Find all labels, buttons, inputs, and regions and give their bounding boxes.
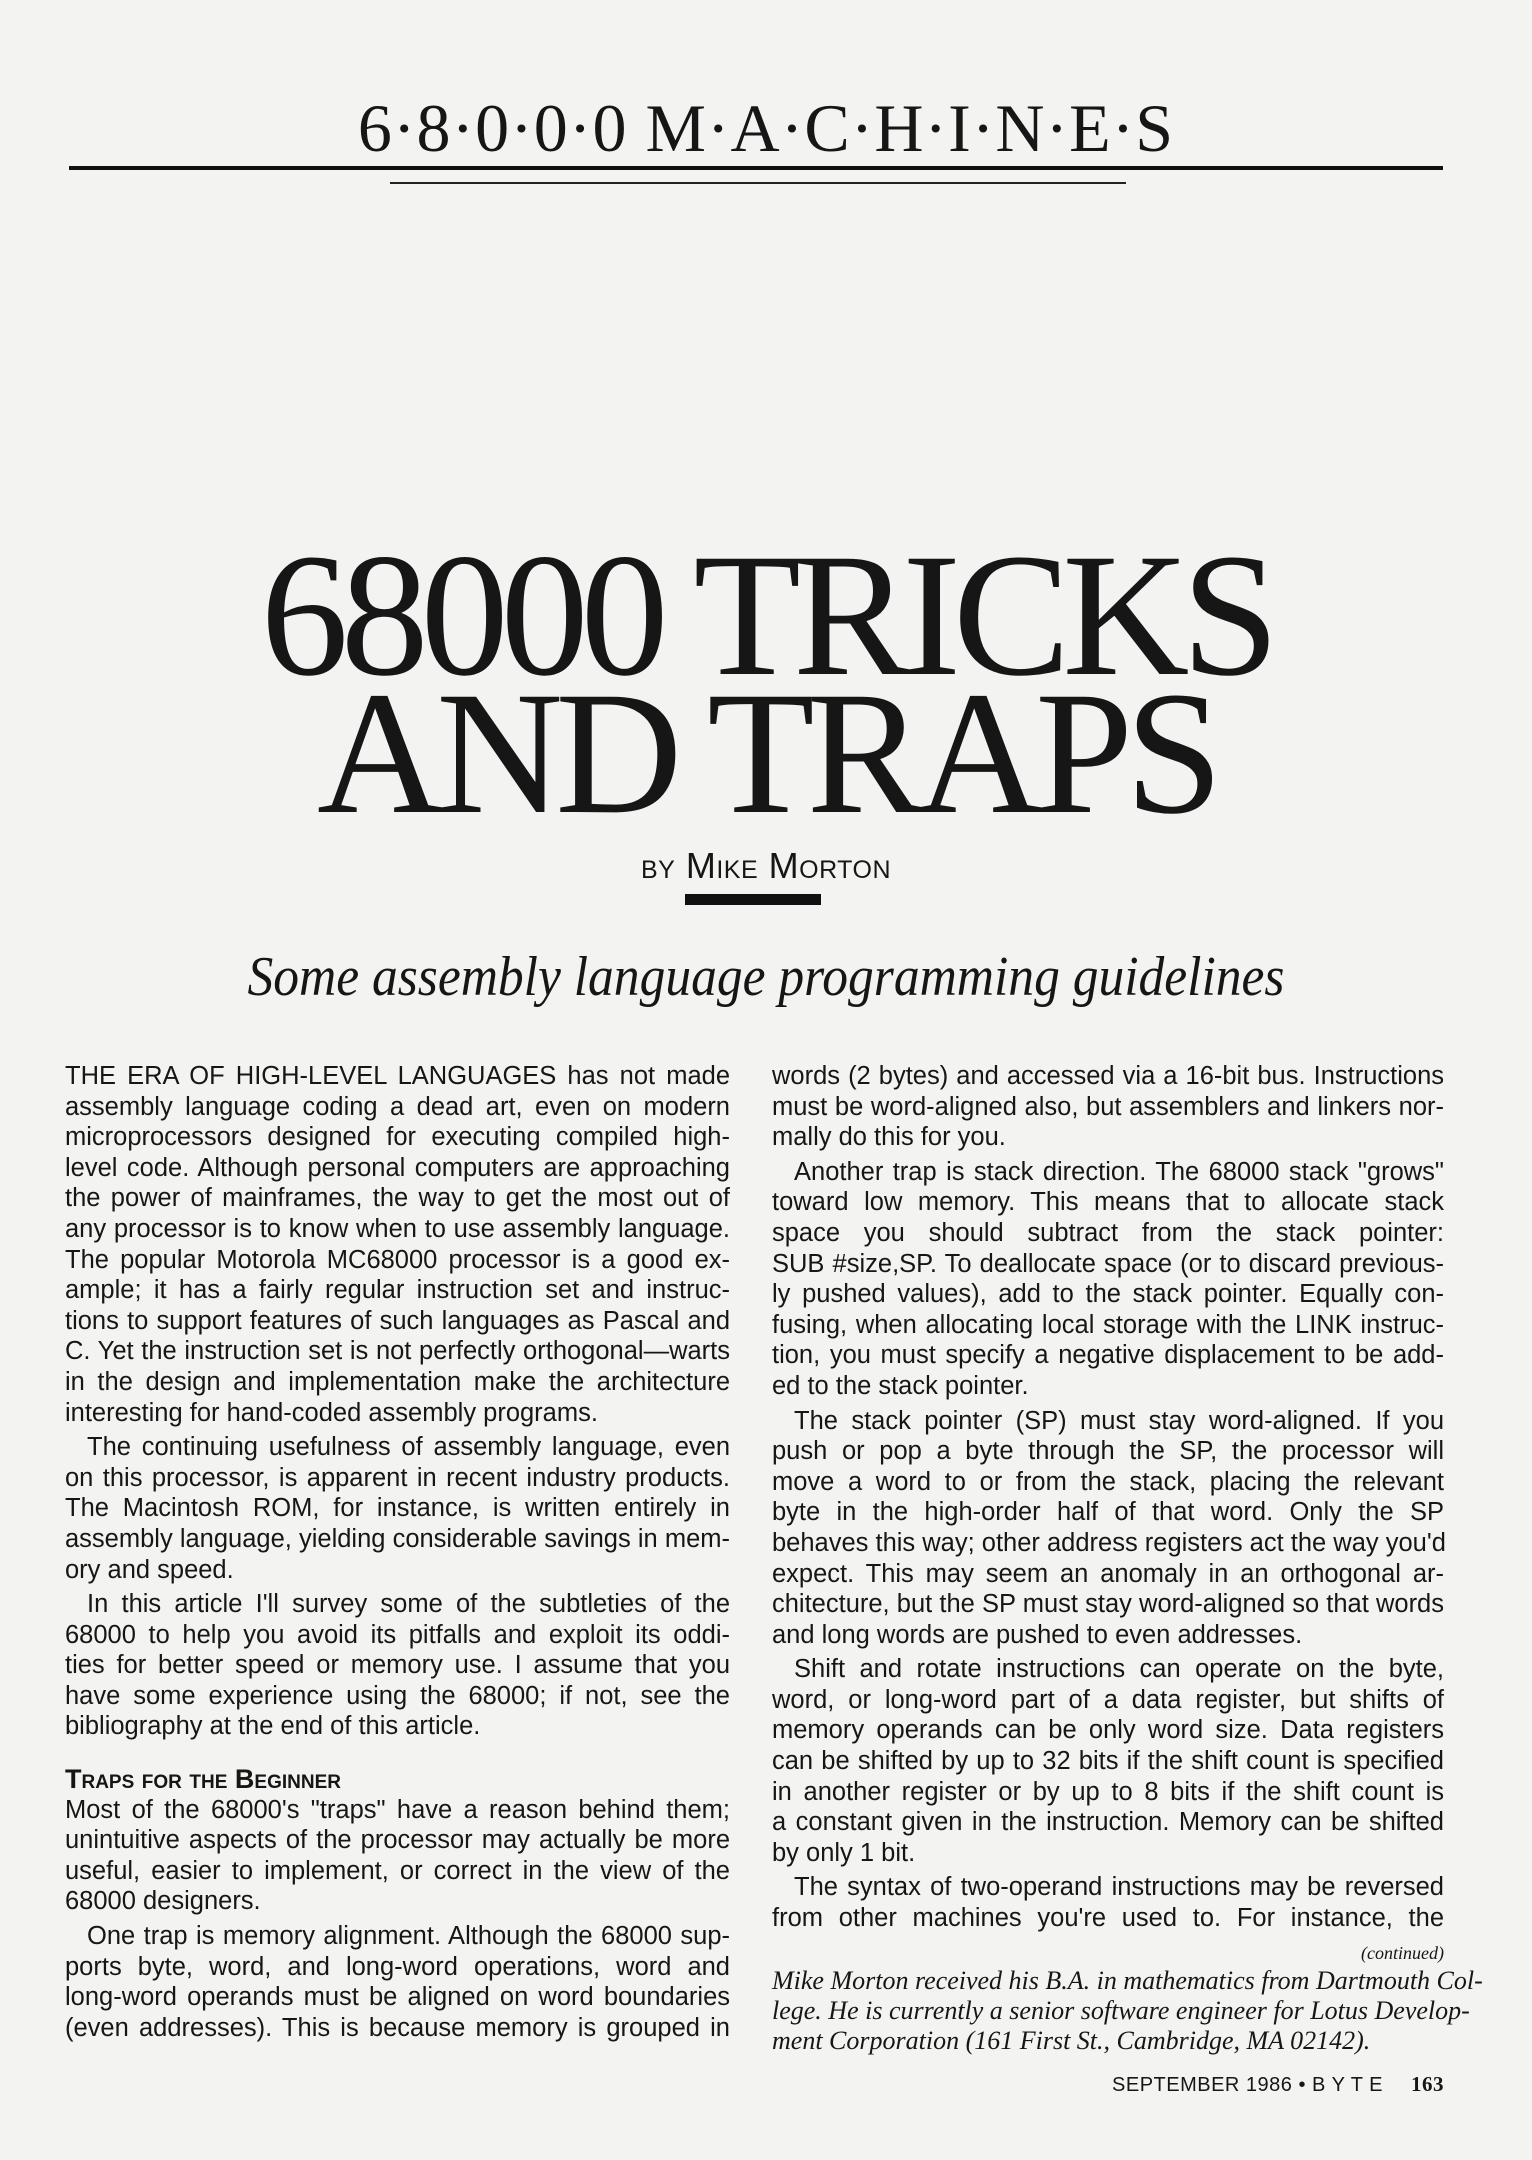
text-line: interesting for hand-coded assembly programs. bbox=[65, 1398, 598, 1427]
text-line: move a word to or from the stack, placing the relevant bbox=[772, 1467, 1444, 1496]
paragraph bbox=[65, 1795, 730, 1917]
text-line: (even addresses). This is because memory is grouped in bbox=[65, 2013, 730, 2042]
text-line: Another trap is stack direction. The 68000 stack "grows" bbox=[794, 1157, 1444, 1186]
text-line: unintuitive aspects of the processor may actually be more bbox=[65, 1826, 730, 1855]
paragraph bbox=[65, 1589, 730, 1742]
author-bio bbox=[772, 1965, 1483, 2056]
paragraph bbox=[772, 1872, 1444, 1933]
paragraph bbox=[772, 1406, 1444, 1651]
text-line: a constant given in the instruction. Memory can be shifted bbox=[772, 1808, 1444, 1837]
paragraph bbox=[772, 1157, 1444, 1402]
section-header: 6·8·0·0·0 M·A·C·H·I·N·E·S bbox=[357, 90, 1175, 166]
page-footer bbox=[1112, 2072, 1444, 2097]
text-line: behaves this way; other address registers act the way you'd bbox=[772, 1528, 1446, 1557]
continued-note: (continued) bbox=[1361, 1942, 1444, 1963]
text-line: must be word-aligned also, but assemblers and linkers nor- bbox=[772, 1092, 1444, 1121]
text-line: In this article I'll survey some of the subtleties of the bbox=[87, 1590, 730, 1619]
paragraph bbox=[65, 1432, 730, 1585]
text-line: THE ERA OF HIGH-LEVEL LANGUAGES has not made bbox=[65, 1062, 730, 1090]
byline-divider-bar bbox=[685, 894, 821, 905]
text-line: useful, easier to implement, or correct in the view of the bbox=[65, 1856, 730, 1885]
text-line: ory and speed. bbox=[65, 1555, 234, 1584]
header-rule-thin bbox=[390, 182, 1126, 184]
column-left bbox=[65, 1061, 730, 2047]
text-line: bibliography at the end of this article. bbox=[65, 1712, 481, 1741]
text-line: The popular Motorola MC68000 processor is a good ex- bbox=[65, 1245, 730, 1274]
text-line: the power of mainframes, the way to get the most out of bbox=[65, 1184, 730, 1213]
header-rule-thick bbox=[69, 166, 1443, 170]
article-title-line-1: 68000 TRICKS bbox=[260, 518, 1272, 713]
paragraph bbox=[65, 1061, 730, 1428]
text-line: long-word operands must be aligned on word boundaries bbox=[65, 1983, 730, 2012]
text-line: and long words are pushed to even addresses. bbox=[772, 1620, 1303, 1649]
text-line: byte in the high-order half of that word. Only the SP bbox=[772, 1498, 1444, 1527]
text-line: memory operands can be only word size. Data registers bbox=[772, 1716, 1444, 1745]
issue-label: SEPTEMBER 1986 • B Y T E bbox=[1112, 2074, 1383, 2096]
article-subtitle: Some assembly language programming guidelines bbox=[247, 946, 1285, 1008]
text-line: mally do this for you. bbox=[772, 1123, 1006, 1152]
text-line: by only 1 bit. bbox=[772, 1838, 916, 1867]
text-line: tions to support features of such languages as Pascal and bbox=[65, 1306, 730, 1335]
text-line: on this processor, is apparent in recent industry products. bbox=[65, 1463, 730, 1492]
text-line: ports byte, word, and long-word operations, word and bbox=[65, 1952, 730, 1981]
text-line: ample; it has a fairly regular instruction set and instruc- bbox=[65, 1276, 730, 1305]
text-line: ly pushed values), add to the stack pointer. Equally con- bbox=[772, 1280, 1444, 1309]
text-line: tion, you must specify a negative displacement to be add- bbox=[772, 1341, 1444, 1370]
text-line: SUB #size,SP. To deallocate space (or to discard previous- bbox=[772, 1249, 1444, 1278]
text-line: ties for better speed or memory use. I assume that you bbox=[65, 1651, 730, 1680]
article-title-line-2: AND TRAPS bbox=[317, 656, 1215, 851]
text-line: expect. This may seem an anomaly in an orthogonal ar- bbox=[772, 1559, 1444, 1588]
text-line: 68000 to help you avoid its pitfalls and exploit its oddi- bbox=[65, 1620, 730, 1649]
text-line: in another register or by up to 8 bits if the shift count is bbox=[772, 1777, 1444, 1806]
text-line: level code. Although personal computers are approaching bbox=[65, 1153, 730, 1182]
text-line: in the design and implementation make the architecture bbox=[65, 1367, 730, 1396]
text-line: have some experience using the 68000; if not, see the bbox=[65, 1681, 730, 1710]
text-line: Mike Morton received his B.A. in mathematics from Dartmouth Col- bbox=[772, 1965, 1483, 1995]
text-line: ment Corporation (161 First St., Cambridge, MA 02142). bbox=[772, 2025, 1371, 2055]
text-line: One trap is memory alignment. Although the 68000 sup- bbox=[87, 1922, 730, 1951]
text-line: toward low memory. This means that to allocate stack bbox=[772, 1188, 1444, 1217]
paragraph bbox=[772, 1061, 1444, 1153]
text-line: assembly language, yielding considerable savings in mem- bbox=[65, 1524, 730, 1553]
column-right bbox=[772, 1061, 1483, 2060]
text-line: lege. He is currently a senior software engineer for Lotus Develop- bbox=[772, 1995, 1470, 2025]
text-line: word, or long-word part of a data register, but shifts of bbox=[772, 1685, 1444, 1714]
text-line: Shift and rotate instructions can operate on the byte, bbox=[794, 1655, 1444, 1684]
text-line: push or pop a byte through the SP, the processor will bbox=[772, 1437, 1444, 1466]
text-line: The syntax of two-operand instructions may be reversed bbox=[794, 1873, 1444, 1902]
text-line: C. Yet the instruction set is not perfectly orthogonal—warts bbox=[65, 1337, 730, 1366]
text-line: space you should subtract from the stack pointer: bbox=[772, 1218, 1444, 1247]
page-number: 163 bbox=[1411, 2072, 1444, 2096]
text-line: assembly language coding a dead art, even on modern bbox=[65, 1092, 730, 1121]
text-line: chitecture, but the SP must stay word-aligned so that words bbox=[772, 1590, 1444, 1619]
paragraph bbox=[65, 1921, 730, 2043]
text-line: ed to the stack pointer. bbox=[772, 1371, 1029, 1400]
section-heading: Traps for the Beginner bbox=[65, 1764, 341, 1795]
text-line: any processor is to know when to use assembly language. bbox=[65, 1214, 730, 1243]
text-line: Most of the 68000's "traps" have a reason behind them; bbox=[65, 1795, 730, 1824]
text-line: The stack pointer (SP) must stay word-aligned. If you bbox=[794, 1406, 1444, 1435]
text-line: from other machines you're used to. For instance, the bbox=[772, 1904, 1444, 1933]
text-line: fusing, when allocating local storage with the LINK instruc- bbox=[772, 1310, 1444, 1339]
text-line: can be shifted by up to 32 bits if the shift count is specified bbox=[772, 1747, 1444, 1776]
byline: by Mike Morton bbox=[641, 845, 891, 886]
text-line: The Macintosh ROM, for instance, is written entirely in bbox=[65, 1494, 730, 1523]
text-line: words (2 bytes) and accessed via a 16-bit bus. Instructions bbox=[772, 1062, 1444, 1090]
text-line: The continuing usefulness of assembly language, even bbox=[87, 1433, 730, 1462]
paragraph bbox=[772, 1654, 1444, 1868]
text-line: 68000 designers. bbox=[65, 1887, 261, 1916]
text-line: microprocessors designed for executing compiled high- bbox=[65, 1123, 730, 1152]
